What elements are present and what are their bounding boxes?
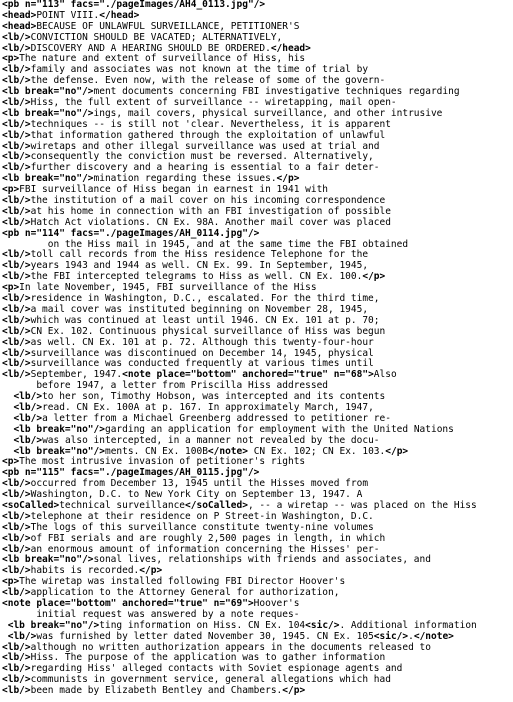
markup-tag: <lb/> [2, 216, 31, 228]
transcribed-text: the defense. Even now, with the release of some of the govern- [30, 75, 386, 87]
markup-tag: </note> [207, 445, 248, 457]
transcribed-text: initial request was answered by a note reques- [2, 608, 300, 620]
transcribed-text: FBI surveillance of Hiss began in earnest in 1941 with [19, 184, 329, 196]
transcribed-text: garding an application for employment with the United Nations [104, 423, 454, 435]
transcribed-text: . [408, 630, 414, 642]
markup-tag: <lb/> [13, 434, 43, 446]
markup-tag: <lb/> [13, 412, 43, 424]
markup-tag: </p> [362, 271, 386, 283]
markup-tag: <lb/> [13, 401, 43, 413]
transcribed-text: surveillance was discontinued on December 14, 1945, physical [30, 347, 374, 359]
transcribed-text [2, 391, 13, 402]
markup-tag: <head> [2, 20, 37, 32]
transcribed-text: years 1943 and 1944 as well. CN Ex. 99. In September, 1945, [30, 260, 369, 272]
transcribed-text: In late November, 1945, FBI surveillance of the Hiss [19, 282, 317, 294]
transcribed-text: to her son, Timothy Hobson, was intercepted and its contents [42, 391, 386, 403]
markup-tag: <lb/> [2, 42, 31, 54]
document-line [2, 686, 513, 697]
markup-tag: </p> [385, 445, 409, 457]
markup-tag: <lb/> [2, 205, 31, 217]
markup-tag: <note place="bottom" anchored="true" n="68"> [122, 369, 374, 381]
markup-tag: <lb/> [2, 325, 31, 337]
transcribed-text: sonal lives, relationships with friends and associates, and [93, 554, 431, 566]
transcribed-text: Washington, D.C. to New York City on September 13, 1947. A [30, 489, 363, 501]
transcribed-text: September, 1947. [30, 369, 123, 381]
transcribed-text: technical surveillance [59, 499, 186, 511]
markup-tag: <lb/> [2, 151, 31, 163]
transcribed-text: read. CN Ex. 100A at p. 167. In approximately March, 1947, [42, 401, 374, 413]
markup-tag: <sic/> [373, 630, 409, 642]
markup-tag: <lb/> [2, 75, 31, 87]
markup-tag: <lb/> [2, 674, 31, 686]
transcribed-text: although no written authorization appears in the documents released to [30, 641, 431, 653]
transcribed-text: an enormous amount of information concerning the Hisses' per- [30, 543, 380, 555]
markup-tag: <pb n="114" facs="./pageImages/AH_0114.jpg"/> [2, 227, 260, 239]
markup-tag: <p> [2, 184, 20, 196]
markup-tag: <lb/> [2, 293, 31, 305]
markup-tag: <lb/> [2, 162, 31, 174]
transcribed-text [2, 446, 13, 457]
markup-tag: <lb/> [2, 303, 31, 315]
transcribed-text: on the Hiss mail in 1945, and at the same time the FBI obtained [2, 238, 409, 250]
transcribed-text: before 1947, a letter from Priscilla Hiss addressed [2, 380, 329, 392]
markup-tag: <pb n="115" facs="./pageImages/AH_0115.jpg"/> [2, 467, 260, 479]
markup-tag: <lb/> [2, 336, 31, 348]
transcribed-text: as well. CN Ex. 101 at p. 72. Although this twenty-four-hour [30, 336, 374, 348]
transcribed-text: the FBI intercepted telegrams to Hiss as well. CN Ex. 100. [30, 271, 363, 283]
markup-tag: <note place="bottom" anchored="true" n="69"> [2, 597, 254, 609]
transcribed-text: The most intrusive invasion of petitioner's rights [19, 456, 306, 468]
markup-tag: </p> [282, 685, 306, 697]
markup-tag: <lb/> [2, 31, 31, 43]
markup-tag: <lb/> [2, 521, 31, 533]
markup-tag: <head> [2, 9, 37, 21]
transcribed-text: CONVICTION SHOULD BE VACATED; ALTERNATIVELY, [30, 31, 283, 43]
transcribed-text: habits is recorded. [30, 565, 140, 577]
markup-tag: <lb/> [2, 565, 31, 577]
transcribed-text: at his home in connection with an FBI investigation of possible [30, 205, 391, 217]
transcribed-text: , -- a wiretap -- was placed on the Hiss [247, 499, 477, 511]
transcribed-text: techniques -- is still not 'clear. Nevertheless, it is apparent [30, 118, 391, 130]
markup-tag: <lb/> [2, 347, 31, 359]
transcribed-text: wiretaps and other illegal surveillance was used at trial and [30, 140, 380, 152]
markup-tag: </note> [413, 630, 454, 642]
transcribed-text: Hiss, the full extent of surveillance -- wiretapping, mail open- [30, 97, 397, 109]
markup-tag: <lb/> [2, 652, 31, 664]
transcribed-text: Hoover's [253, 597, 300, 609]
transcribed-text: ting information on Hiss. CN Ex. 104 [99, 619, 306, 631]
markup-tag: <lb break="no"/> [13, 423, 105, 435]
markup-tag: </p> [276, 173, 300, 185]
markup-tag: <lb/> [2, 478, 31, 490]
markup-tag: <lb/> [2, 369, 31, 381]
markup-tag: <lb/> [2, 129, 31, 141]
transcribed-text: regarding Hiss' alleged contacts with Soviet espionage agents and [30, 663, 403, 675]
transcribed-text: CN Ex. 102. Continuous physical surveillance of Hiss was begun [30, 325, 386, 337]
markup-tag: <lb/> [2, 489, 31, 501]
transcribed-text: mination regarding these issues. [93, 173, 277, 185]
markup-tag: </head> [270, 42, 311, 54]
transcribed-text: telephone at their residence on P Street-in Washington, D.C. [30, 510, 374, 522]
transcribed-text: toll call records from the Hiss residence Telephone for the [30, 249, 369, 261]
markup-tag: <p> [2, 282, 20, 294]
transcribed-text: Also [373, 369, 397, 381]
transcribed-text: The logs of this surveillance constitute twenty-nine volumes [30, 521, 374, 533]
transcribed-text: POINT VIII. [36, 9, 100, 21]
markup-tag: <soCalled> [2, 499, 60, 511]
transcribed-text: further discovery and a hearing is essential to a fair deter- [30, 162, 380, 174]
markup-tag: <pb n="113" facs="./pageImages/AH4_0113.jpg"/> [2, 0, 266, 10]
transcribed-text: family and associates was not known at the time of trial by [30, 64, 369, 76]
markup-tag: <lb/> [13, 391, 43, 403]
transcribed-text: of FBI serials and are roughly 2,500 pages in length, in which [30, 532, 386, 544]
transcribed-text: occurred from December 13, 1945 until the Hisses moved from [30, 478, 369, 490]
transcribed-text: a mail cover was instituted beginning on November 28, 1945, [30, 303, 369, 315]
transcribed-text: application to the Attorney General for authorization, [30, 587, 340, 599]
markup-tag: <sic/> [305, 619, 340, 631]
transcribed-text: ments. CN Ex. 100B [104, 445, 208, 457]
markup-tag: <p> [2, 576, 20, 588]
transcribed-text: Hiss. The purpose of the application was to gather information [30, 652, 386, 664]
markup-tag: <lb/> [2, 314, 31, 326]
markup-tag: <lb/> [2, 97, 31, 109]
markup-tag: <lb/> [2, 64, 31, 76]
markup-tag: <lb break="no"/> [2, 107, 94, 119]
markup-tag: <lb/> [2, 271, 31, 283]
transcribed-text [2, 413, 13, 424]
markup-tag: <p> [2, 456, 20, 468]
transcribed-text: was also intercepted, in a manner not revealed by the docu- [42, 434, 380, 446]
markup-tag: <lb/> [2, 685, 31, 697]
markup-tag: <lb break="no"/> [2, 554, 94, 566]
markup-tag: <p> [2, 53, 20, 65]
transcribed-text: ment documents concerning FBI investigative techniques regarding [93, 86, 460, 98]
markup-tag: <lb/> [2, 587, 31, 599]
transcribed-text: which was continued at least until 1946. CN Ex. 101 at p. 70; [30, 314, 380, 326]
markup-tag: <lb break="no"/> [7, 619, 100, 631]
markup-tag: <lb break="no"/> [2, 86, 94, 98]
markup-tag: <lb/> [2, 249, 31, 261]
markup-tag: <lb/> [2, 510, 31, 522]
markup-tag: <lb/> [2, 260, 31, 272]
markup-tag: <lb/> [2, 663, 31, 675]
markup-tag: </head> [99, 9, 140, 21]
transcribed-text: DISCOVERY AND A HEARING SHOULD BE ORDERED. [30, 42, 271, 54]
transcribed-text: The wiretap was installed following FBI Director Hoover's [19, 576, 346, 588]
markup-tag: </soCalled> [185, 499, 248, 511]
transcribed-text: ings, mail covers, physical surveillance, and other intrusive [93, 107, 443, 119]
transcribed-text: Hatch Act violations. CN Ex. 98A. Another mail cover was placed [30, 216, 391, 228]
markup-tag: <lb/> [2, 358, 31, 370]
transcribed-text [2, 424, 13, 435]
markup-tag: <lb/> [2, 195, 31, 207]
markup-tag: <lb/> [2, 641, 31, 653]
transcribed-text: been made by Elizabeth Bentley and Chambers. [30, 685, 283, 697]
transcribed-text: that information gathered through the exploitation of unlawful [30, 129, 386, 141]
transcribed-text: residence in Washington, D.C., escalated. For the third time, [30, 293, 380, 305]
markup-tag: <lb/> [2, 543, 31, 555]
markup-tag: <lb break="no"/> [13, 445, 105, 457]
markup-tag: <lb/> [2, 532, 31, 544]
transcribed-text [2, 402, 13, 413]
markup-tag: <lb break="no"/> [2, 173, 94, 185]
markup-tag: <lb/> [2, 140, 31, 152]
transcribed-text: communists in government service, general allegations which had [30, 674, 391, 686]
markup-tag: </p> [139, 565, 163, 577]
transcribed-text: . Additional information [339, 619, 477, 631]
transcribed-text: was furnished by letter dated November 30, 1945. CN Ex. 105 [36, 630, 374, 642]
transcribed-text: CN Ex. 102; CN Ex. 103. [247, 445, 386, 457]
transcribed-text [2, 435, 13, 446]
transcribed-text: the institution of a mail cover on his incoming correspondence [30, 195, 386, 207]
transcribed-text: a letter from a Michael Greenberg addressed to petitioner re- [42, 412, 391, 424]
transcribed-text: The nature and extent of surveillance of Hiss, his [19, 53, 306, 65]
transcribed-text: surveillance was conducted frequently at various times until [30, 358, 374, 370]
transcribed-text: BECAUSE OF UNLAWFUL SURVEILLANCE, PETITIONER'S [36, 20, 300, 32]
transcribed-text: consequently the conviction must be reversed. Alternatively, [30, 151, 374, 163]
markup-tag: <lb/> [2, 118, 31, 130]
markup-tag: <lb/> [7, 630, 37, 642]
